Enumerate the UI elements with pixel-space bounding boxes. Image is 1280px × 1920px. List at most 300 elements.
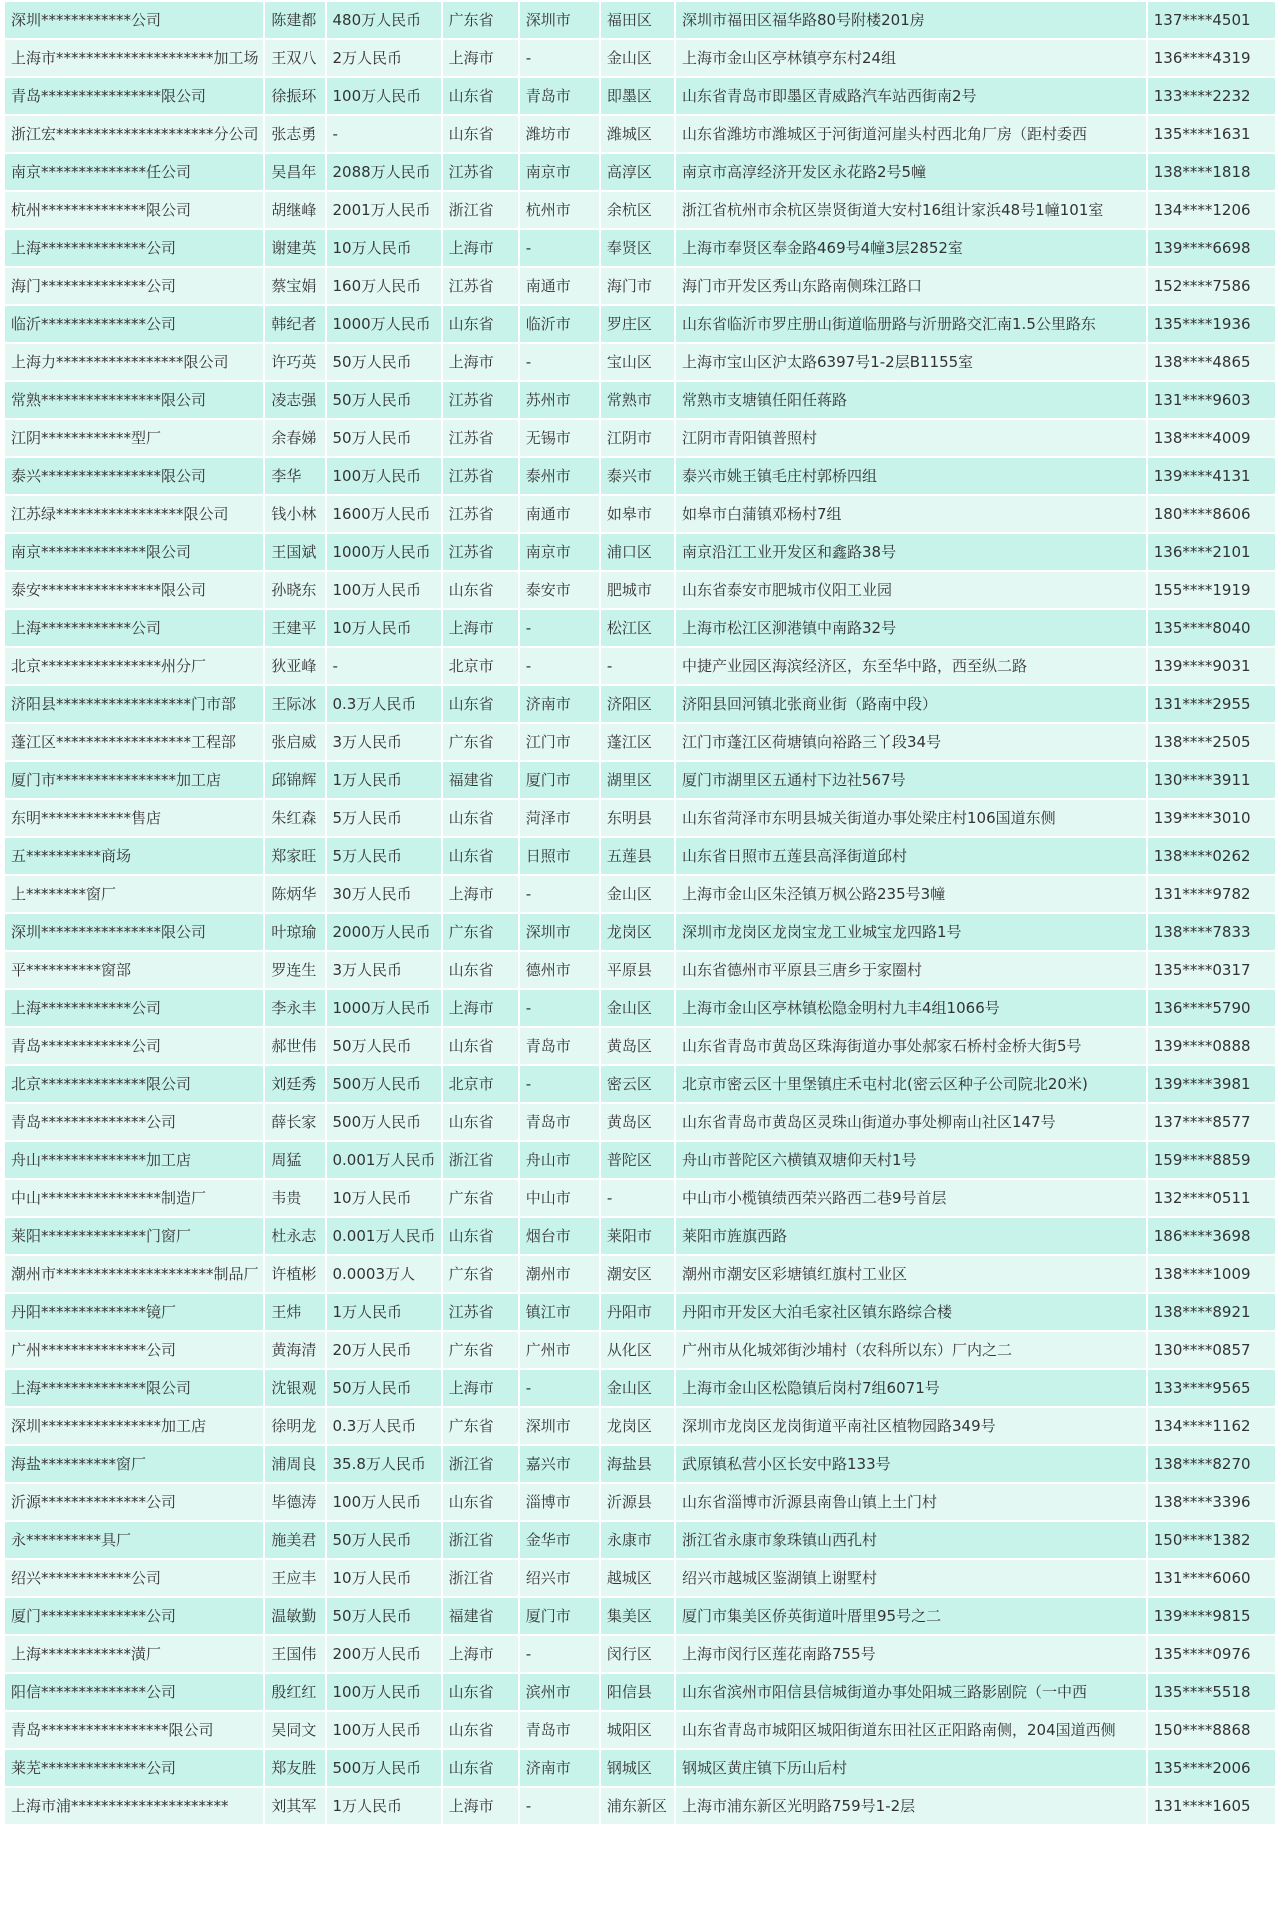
phone-cell: 139****9031	[1148, 648, 1275, 684]
district-cell: 肥城市	[601, 572, 674, 608]
address-cell: 武原镇私营小区长安中路133号	[676, 1446, 1146, 1482]
district-cell: 集美区	[601, 1598, 674, 1634]
legal-person-cell: 叶琼瑜	[265, 914, 324, 950]
province-cell: 山东省	[443, 1712, 518, 1748]
city-cell: 厦门市	[520, 762, 599, 798]
registered-capital-cell: 0.001万人民币	[327, 1218, 441, 1254]
city-cell: 镇江市	[520, 1294, 599, 1330]
phone-cell: 150****8868	[1148, 1712, 1275, 1748]
address-cell: 山东省临沂市罗庄册山街道临册路与沂册路交汇南1.5公里路东	[676, 306, 1146, 342]
table-row	[5, 1142, 1275, 1178]
company-name-cell: 浙江宏*********************分公司	[5, 116, 263, 152]
registered-capital-cell: 10万人民币	[327, 230, 441, 266]
province-cell: 山东省	[443, 306, 518, 342]
district-cell: 沂源县	[601, 1484, 674, 1520]
table-row	[5, 1446, 1275, 1482]
table-row	[5, 952, 1275, 988]
province-cell: 江苏省	[443, 1294, 518, 1330]
registered-capital-cell: 2001万人民币	[327, 192, 441, 228]
address-cell: 丹阳市开发区大泊毛家社区镇东路综合楼	[676, 1294, 1146, 1330]
registered-capital-cell: 10万人民币	[327, 610, 441, 646]
company-name-cell: 绍兴************公司	[5, 1560, 263, 1596]
registered-capital-cell: -	[327, 116, 441, 152]
city-cell: 泰安市	[520, 572, 599, 608]
address-cell: 上海市金山区松隐镇后岗村7组6071号	[676, 1370, 1146, 1406]
city-cell: 广州市	[520, 1332, 599, 1368]
legal-person-cell: 邱锦辉	[265, 762, 324, 798]
district-cell: 海门市	[601, 268, 674, 304]
registered-capital-cell: 1000万人民币	[327, 534, 441, 570]
legal-person-cell: 陈建都	[265, 2, 324, 38]
province-cell: 山东省	[443, 78, 518, 114]
province-cell: 广东省	[443, 1408, 518, 1444]
district-cell: 泰兴市	[601, 458, 674, 494]
legal-person-cell: 周猛	[265, 1142, 324, 1178]
address-cell: 北京市密云区十里堡镇庄禾屯村北(密云区种子公司院北20米)	[676, 1066, 1146, 1102]
registered-capital-cell: 2万人民币	[327, 40, 441, 76]
legal-person-cell: 韩纪者	[265, 306, 324, 342]
city-cell: 烟台市	[520, 1218, 599, 1254]
phone-cell: 130****0857	[1148, 1332, 1275, 1368]
company-name-cell: 上海市*********************加工场	[5, 40, 263, 76]
table-row	[5, 648, 1275, 684]
city-cell: -	[520, 610, 599, 646]
address-cell: 山东省青岛市城阳区城阳街道东田社区正阳路南侧，204国道西侧	[676, 1712, 1146, 1748]
legal-person-cell: 王际冰	[265, 686, 324, 722]
city-cell: 杭州市	[520, 192, 599, 228]
city-cell: 南京市	[520, 154, 599, 190]
district-cell: 福田区	[601, 2, 674, 38]
phone-cell: 135****2006	[1148, 1750, 1275, 1786]
company-name-cell: 上海市浦*********************	[5, 1788, 263, 1824]
city-cell: 厦门市	[520, 1598, 599, 1634]
phone-cell: 131****9782	[1148, 876, 1275, 912]
registered-capital-cell: 1000万人民币	[327, 990, 441, 1026]
registered-capital-cell: 500万人民币	[327, 1750, 441, 1786]
table-row	[5, 1028, 1275, 1064]
district-cell: 丹阳市	[601, 1294, 674, 1330]
district-cell: 海盐县	[601, 1446, 674, 1482]
province-cell: 山东省	[443, 116, 518, 152]
phone-cell: 135****8040	[1148, 610, 1275, 646]
legal-person-cell: 浦周良	[265, 1446, 324, 1482]
legal-person-cell: 殷红红	[265, 1674, 324, 1710]
address-cell: 厦门市集美区侨英街道叶厝里95号之二	[676, 1598, 1146, 1634]
province-cell: 江苏省	[443, 458, 518, 494]
district-cell: 黄岛区	[601, 1104, 674, 1140]
district-cell: 平原县	[601, 952, 674, 988]
city-cell: -	[520, 1636, 599, 1672]
address-cell: 深圳市龙岗区龙岗宝龙工业城宝龙四路1号	[676, 914, 1146, 950]
address-cell: 钢城区黄庄镇下历山后村	[676, 1750, 1146, 1786]
company-name-cell: 舟山**************加工店	[5, 1142, 263, 1178]
legal-person-cell: 毕德涛	[265, 1484, 324, 1520]
registered-capital-cell: 2000万人民币	[327, 914, 441, 950]
registered-capital-cell: 500万人民币	[327, 1104, 441, 1140]
legal-person-cell: 郑友胜	[265, 1750, 324, 1786]
phone-cell: 135****1936	[1148, 306, 1275, 342]
company-name-cell: 平**********窗部	[5, 952, 263, 988]
address-cell: 上海市金山区朱泾镇万枫公路235号3幢	[676, 876, 1146, 912]
company-name-cell: 上海************公司	[5, 610, 263, 646]
registered-capital-cell: 100万人民币	[327, 572, 441, 608]
registered-capital-cell: 100万人民币	[327, 458, 441, 494]
city-cell: 菏泽市	[520, 800, 599, 836]
phone-cell: 136****5790	[1148, 990, 1275, 1026]
phone-cell: 138****0262	[1148, 838, 1275, 874]
phone-cell: 135****1631	[1148, 116, 1275, 152]
company-name-cell: 北京**************限公司	[5, 1066, 263, 1102]
province-cell: 山东省	[443, 1750, 518, 1786]
company-name-cell: 上********窗厂	[5, 876, 263, 912]
district-cell: 城阳区	[601, 1712, 674, 1748]
legal-person-cell: 许植彬	[265, 1256, 324, 1292]
phone-cell: 139****3981	[1148, 1066, 1275, 1102]
province-cell: 上海市	[443, 610, 518, 646]
legal-person-cell: 郝世伟	[265, 1028, 324, 1064]
district-cell: 钢城区	[601, 1750, 674, 1786]
address-cell: 山东省泰安市肥城市仪阳工业园	[676, 572, 1146, 608]
company-name-cell: 青岛**************公司	[5, 1104, 263, 1140]
legal-person-cell: 王建平	[265, 610, 324, 646]
table-row	[5, 990, 1275, 1026]
legal-person-cell: 王炜	[265, 1294, 324, 1330]
company-name-cell: 上海力*****************限公司	[5, 344, 263, 380]
phone-cell: 138****1009	[1148, 1256, 1275, 1292]
legal-person-cell: 孙晓东	[265, 572, 324, 608]
phone-cell: 138****4865	[1148, 344, 1275, 380]
registered-capital-cell: 100万人民币	[327, 78, 441, 114]
province-cell: 上海市	[443, 1788, 518, 1824]
phone-cell: 139****9815	[1148, 1598, 1275, 1634]
address-cell: 厦门市湖里区五通村下边社567号	[676, 762, 1146, 798]
city-cell: 淄博市	[520, 1484, 599, 1520]
company-name-cell: 东明************售店	[5, 800, 263, 836]
company-name-cell: 阳信**************公司	[5, 1674, 263, 1710]
table-row	[5, 1332, 1275, 1368]
table-row	[5, 762, 1275, 798]
district-cell: 莱阳市	[601, 1218, 674, 1254]
phone-cell: 133****2232	[1148, 78, 1275, 114]
registered-capital-cell: 3万人民币	[327, 724, 441, 760]
address-cell: 南京市高淳经济开发区永花路2号5幢	[676, 154, 1146, 190]
address-cell: 潮州市潮安区彩塘镇红旗村工业区	[676, 1256, 1146, 1292]
city-cell: 江门市	[520, 724, 599, 760]
address-cell: 海门市开发区秀山东路南侧珠江路口	[676, 268, 1146, 304]
address-cell: 广州市从化城郊街沙埔村（农科所以东）厂内之二	[676, 1332, 1146, 1368]
district-cell: 即墨区	[601, 78, 674, 114]
registered-capital-cell: 50万人民币	[327, 1028, 441, 1064]
company-name-cell: 丹阳**************镜厂	[5, 1294, 263, 1330]
province-cell: 广东省	[443, 2, 518, 38]
company-table	[3, 0, 1277, 1826]
address-cell: 上海市浦东新区光明路759号1-2层	[676, 1788, 1146, 1824]
company-name-cell: 上海************公司	[5, 990, 263, 1026]
phone-cell: 136****4319	[1148, 40, 1275, 76]
province-cell: 江苏省	[443, 382, 518, 418]
table-row	[5, 610, 1275, 646]
legal-person-cell: 徐明龙	[265, 1408, 324, 1444]
registered-capital-cell: 50万人民币	[327, 344, 441, 380]
table-row	[5, 1750, 1275, 1786]
address-cell: 浙江省杭州市余杭区崇贤街道大安村16组计家浜48号1幢101室	[676, 192, 1146, 228]
district-cell: 越城区	[601, 1560, 674, 1596]
address-cell: 上海市奉贤区奉金路469号4幢3层2852室	[676, 230, 1146, 266]
province-cell: 山东省	[443, 572, 518, 608]
company-name-cell: 海门**************公司	[5, 268, 263, 304]
district-cell: 龙岗区	[601, 1408, 674, 1444]
province-cell: 广东省	[443, 914, 518, 950]
registered-capital-cell: 50万人民币	[327, 420, 441, 456]
city-cell: 青岛市	[520, 78, 599, 114]
legal-person-cell: 李永丰	[265, 990, 324, 1026]
district-cell: 金山区	[601, 876, 674, 912]
district-cell: -	[601, 648, 674, 684]
phone-cell: 138****4009	[1148, 420, 1275, 456]
address-cell: 南京沿江工业开发区和鑫路38号	[676, 534, 1146, 570]
district-cell: -	[601, 1180, 674, 1216]
legal-person-cell: 吴昌年	[265, 154, 324, 190]
registered-capital-cell: 35.8万人民币	[327, 1446, 441, 1482]
company-name-cell: 广州**************公司	[5, 1332, 263, 1368]
company-name-cell: 江阴************型厂	[5, 420, 263, 456]
address-cell: 上海市金山区亭林镇松隐金明村九丰4组1066号	[676, 990, 1146, 1026]
registered-capital-cell: 100万人民币	[327, 1674, 441, 1710]
registered-capital-cell: 5万人民币	[327, 838, 441, 874]
phone-cell: 150****1382	[1148, 1522, 1275, 1558]
registered-capital-cell: 0.3万人民币	[327, 1408, 441, 1444]
province-cell: 上海市	[443, 230, 518, 266]
phone-cell: 139****6698	[1148, 230, 1275, 266]
district-cell: 济阳区	[601, 686, 674, 722]
legal-person-cell: 许巧英	[265, 344, 324, 380]
table-row	[5, 724, 1275, 760]
address-cell: 深圳市福田区福华路80号附楼201房	[676, 2, 1146, 38]
table-row	[5, 1674, 1275, 1710]
table-row	[5, 1180, 1275, 1216]
registered-capital-cell: 10万人民币	[327, 1180, 441, 1216]
table-row	[5, 40, 1275, 76]
company-name-cell: 南京**************限公司	[5, 534, 263, 570]
company-name-cell: 深圳****************限公司	[5, 914, 263, 950]
phone-cell: 139****0888	[1148, 1028, 1275, 1064]
registered-capital-cell: 200万人民币	[327, 1636, 441, 1672]
table-row	[5, 1104, 1275, 1140]
legal-person-cell: 徐振环	[265, 78, 324, 114]
district-cell: 罗庄区	[601, 306, 674, 342]
table-row	[5, 838, 1275, 874]
company-name-cell: 泰安****************限公司	[5, 572, 263, 608]
registered-capital-cell: 0.001万人民币	[327, 1142, 441, 1178]
table-row	[5, 458, 1275, 494]
address-cell: 泰兴市姚王镇毛庄村郭桥四组	[676, 458, 1146, 494]
city-cell: 青岛市	[520, 1028, 599, 1064]
registered-capital-cell: -	[327, 648, 441, 684]
address-cell: 江门市蓬江区荷塘镇向裕路三丫段34号	[676, 724, 1146, 760]
address-cell: 深圳市龙岗区龙岗街道平南社区植物园路349号	[676, 1408, 1146, 1444]
city-cell: 南通市	[520, 268, 599, 304]
table-row	[5, 686, 1275, 722]
district-cell: 江阴市	[601, 420, 674, 456]
province-cell: 山东省	[443, 838, 518, 874]
company-name-cell: 永**********具厂	[5, 1522, 263, 1558]
address-cell: 如皋市白蒲镇邓杨村7组	[676, 496, 1146, 532]
city-cell: 潮州市	[520, 1256, 599, 1292]
province-cell: 北京市	[443, 648, 518, 684]
province-cell: 山东省	[443, 1674, 518, 1710]
phone-cell: 138****8921	[1148, 1294, 1275, 1330]
company-name-cell: 深圳****************加工店	[5, 1408, 263, 1444]
province-cell: 山东省	[443, 1028, 518, 1064]
province-cell: 上海市	[443, 344, 518, 380]
district-cell: 东明县	[601, 800, 674, 836]
legal-person-cell: 王国斌	[265, 534, 324, 570]
phone-cell: 133****9565	[1148, 1370, 1275, 1406]
legal-person-cell: 薛长家	[265, 1104, 324, 1140]
city-cell: -	[520, 648, 599, 684]
phone-cell: 138****1818	[1148, 154, 1275, 190]
table-row	[5, 268, 1275, 304]
phone-cell: 135****0317	[1148, 952, 1275, 988]
phone-cell: 159****8859	[1148, 1142, 1275, 1178]
province-cell: 浙江省	[443, 192, 518, 228]
registered-capital-cell: 1万人民币	[327, 1294, 441, 1330]
table-row	[5, 496, 1275, 532]
province-cell: 山东省	[443, 800, 518, 836]
province-cell: 山东省	[443, 1484, 518, 1520]
city-cell: -	[520, 344, 599, 380]
address-cell: 莱阳市旌旗西路	[676, 1218, 1146, 1254]
registered-capital-cell: 20万人民币	[327, 1332, 441, 1368]
province-cell: 山东省	[443, 1104, 518, 1140]
address-cell: 上海市松江区泖港镇中南路32号	[676, 610, 1146, 646]
table-row	[5, 572, 1275, 608]
district-cell: 潍城区	[601, 116, 674, 152]
registered-capital-cell: 50万人民币	[327, 1370, 441, 1406]
province-cell: 山东省	[443, 686, 518, 722]
province-cell: 山东省	[443, 1218, 518, 1254]
district-cell: 金山区	[601, 40, 674, 76]
table-row	[5, 1256, 1275, 1292]
company-name-cell: 青岛*****************限公司	[5, 1712, 263, 1748]
city-cell: 绍兴市	[520, 1560, 599, 1596]
legal-person-cell: 张志勇	[265, 116, 324, 152]
province-cell: 江苏省	[443, 420, 518, 456]
company-name-cell: 上海************潢厂	[5, 1636, 263, 1672]
city-cell: -	[520, 1788, 599, 1824]
registered-capital-cell: 1万人民币	[327, 1788, 441, 1824]
district-cell: 宝山区	[601, 344, 674, 380]
company-name-cell: 青岛************公司	[5, 1028, 263, 1064]
phone-cell: 131****1605	[1148, 1788, 1275, 1824]
company-name-cell: 上海**************公司	[5, 230, 263, 266]
phone-cell: 130****3911	[1148, 762, 1275, 798]
company-name-cell: 泰兴****************限公司	[5, 458, 263, 494]
city-cell: -	[520, 40, 599, 76]
table-row	[5, 1370, 1275, 1406]
company-name-cell: 中山****************制造厂	[5, 1180, 263, 1216]
province-cell: 广东省	[443, 1256, 518, 1292]
company-name-cell: 北京****************州分厂	[5, 648, 263, 684]
address-cell: 山东省潍坊市潍城区于河街道河崖头村西北角厂房（距村委西	[676, 116, 1146, 152]
phone-cell: 135****0976	[1148, 1636, 1275, 1672]
province-cell: 浙江省	[443, 1142, 518, 1178]
phone-cell: 152****7586	[1148, 268, 1275, 304]
legal-person-cell: 王国伟	[265, 1636, 324, 1672]
city-cell: 德州市	[520, 952, 599, 988]
phone-cell: 134****1162	[1148, 1408, 1275, 1444]
phone-cell: 135****5518	[1148, 1674, 1275, 1710]
address-cell: 济阳县回河镇北张商业街（路南中段）	[676, 686, 1146, 722]
legal-person-cell: 张启威	[265, 724, 324, 760]
table-row	[5, 192, 1275, 228]
legal-person-cell: 刘其军	[265, 1788, 324, 1824]
province-cell: 江苏省	[443, 496, 518, 532]
district-cell: 高淳区	[601, 154, 674, 190]
address-cell: 山东省青岛市即墨区青威路汽车站西街南2号	[676, 78, 1146, 114]
province-cell: 上海市	[443, 1370, 518, 1406]
phone-cell: 180****8606	[1148, 496, 1275, 532]
registered-capital-cell: 160万人民币	[327, 268, 441, 304]
table-row	[5, 306, 1275, 342]
legal-person-cell: 郑家旺	[265, 838, 324, 874]
address-cell: 山东省青岛市黄岛区灵珠山街道办事处柳南山社区147号	[676, 1104, 1146, 1140]
province-cell: 广东省	[443, 1332, 518, 1368]
table-row	[5, 1066, 1275, 1102]
company-name-cell: 厦门**************公司	[5, 1598, 263, 1634]
phone-cell: 137****8577	[1148, 1104, 1275, 1140]
district-cell: 永康市	[601, 1522, 674, 1558]
company-name-cell: 厦门市****************加工店	[5, 762, 263, 798]
company-name-cell: 五**********商场	[5, 838, 263, 874]
district-cell: 阳信县	[601, 1674, 674, 1710]
table-row	[5, 1636, 1275, 1672]
phone-cell: 131****6060	[1148, 1560, 1275, 1596]
city-cell: 济南市	[520, 1750, 599, 1786]
legal-person-cell: 朱红森	[265, 800, 324, 836]
address-cell: 上海市闵行区莲花南路755号	[676, 1636, 1146, 1672]
table-row	[5, 914, 1275, 950]
city-cell: 泰州市	[520, 458, 599, 494]
table-row	[5, 1522, 1275, 1558]
district-cell: 黄岛区	[601, 1028, 674, 1064]
phone-cell: 139****4131	[1148, 458, 1275, 494]
registered-capital-cell: 100万人民币	[327, 1484, 441, 1520]
company-name-cell: 上海**************限公司	[5, 1370, 263, 1406]
city-cell: 青岛市	[520, 1104, 599, 1140]
registered-capital-cell: 100万人民币	[327, 1712, 441, 1748]
phone-cell: 131****2955	[1148, 686, 1275, 722]
legal-person-cell: 陈炳华	[265, 876, 324, 912]
city-cell: 日照市	[520, 838, 599, 874]
district-cell: 金山区	[601, 1370, 674, 1406]
registered-capital-cell: 0.0003万人	[327, 1256, 441, 1292]
company-name-cell: 南京**************任公司	[5, 154, 263, 190]
address-cell: 山东省德州市平原县三唐乡于家圈村	[676, 952, 1146, 988]
table-row	[5, 1712, 1275, 1748]
legal-person-cell: 杜永志	[265, 1218, 324, 1254]
table-row	[5, 1560, 1275, 1596]
table-row	[5, 876, 1275, 912]
registered-capital-cell: 5万人民币	[327, 800, 441, 836]
legal-person-cell: 谢建英	[265, 230, 324, 266]
phone-cell: 138****8270	[1148, 1446, 1275, 1482]
district-cell: 余杭区	[601, 192, 674, 228]
legal-person-cell: 罗连生	[265, 952, 324, 988]
company-name-cell: 潮州市*********************制品厂	[5, 1256, 263, 1292]
legal-person-cell: 温敏勤	[265, 1598, 324, 1634]
city-cell: 潍坊市	[520, 116, 599, 152]
